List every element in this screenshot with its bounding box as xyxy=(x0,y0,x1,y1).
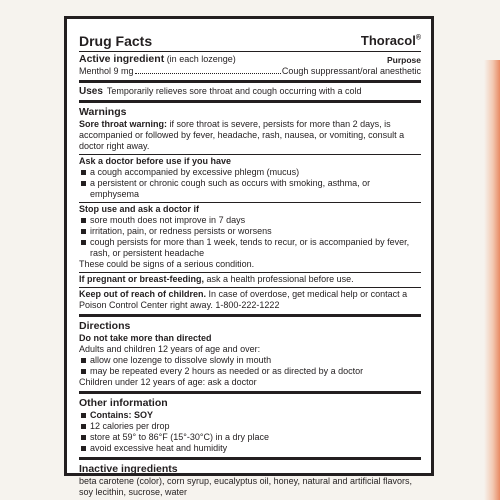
children-text: In case of overdose, get medical help or contact a Poison Control Center right away. 1-800-222-1222 xyxy=(79,289,408,310)
purpose-label: Purpose xyxy=(386,54,421,65)
uses-heading: Uses xyxy=(79,86,103,97)
section-divider xyxy=(79,100,421,103)
sore-throat-warning xyxy=(79,119,421,152)
divider xyxy=(79,51,421,52)
list-item: sore mouth does not improve in 7 days xyxy=(79,215,421,226)
pregnancy-text: ask a health professional before use. xyxy=(204,274,354,284)
children-warning xyxy=(79,289,421,311)
divider xyxy=(79,202,421,203)
active-ingredient-name: Menthol 9 mg xyxy=(79,66,134,76)
warnings-heading: Warnings xyxy=(79,106,127,118)
active-ingredient-purpose: Cough suppressant/oral anesthetic xyxy=(281,66,421,76)
drug-facts-title: Drug Facts xyxy=(79,33,153,49)
active-ingredient-heading xyxy=(79,53,236,66)
directions-heading: Directions xyxy=(79,320,131,332)
other-info-list xyxy=(79,410,421,454)
sore-throat-text: if sore throat is severe, persists for more than 2 days, is accompanied or followed by fever, headache, rash, nausea, or vomiting, consult a doctor right away. xyxy=(79,119,405,151)
divider xyxy=(79,287,421,288)
inactive-ingredients-text: beta carotene (color), corn syrup, eucalyptus oil, honey, natural and artificial flavors, soy lecithin, sucrose, water xyxy=(79,476,412,497)
list-item: may be repeated every 2 hours as needed or as directed by a doctor xyxy=(79,366,421,377)
list-item: cough persists for more than 1 week, tends to recur, or is accompanied by fever, rash, or persistent headache xyxy=(79,237,421,259)
package-edge xyxy=(484,60,500,500)
drug-facts-panel xyxy=(64,16,434,497)
section-divider xyxy=(79,314,421,317)
ask-doctor-heading: Ask a doctor before use if you have xyxy=(79,156,232,166)
divider xyxy=(79,154,421,155)
ask-doctor-list xyxy=(79,167,421,200)
list-item: avoid excessive heat and humidity xyxy=(79,443,421,454)
list-item: store at 59° to 86°F (15°-30°C) in a dry place xyxy=(79,432,421,443)
inactive-ingredients-heading: Inactive ingredients xyxy=(79,463,178,475)
list-item: 12 calories per drop xyxy=(79,421,421,432)
brand-name-text: Thoracol xyxy=(360,33,416,48)
section-divider xyxy=(79,391,421,394)
children-label: Keep out of reach of children. xyxy=(79,289,207,299)
stop-use-heading: Stop use and ask a doctor if xyxy=(79,204,200,214)
active-ingredient-qualifier: (in each lozenge) xyxy=(164,54,236,64)
divider xyxy=(79,272,421,273)
dot-leader xyxy=(135,66,281,74)
active-ingredient-label: Active ingredient xyxy=(79,53,165,65)
sore-throat-label: Sore throat warning: xyxy=(79,119,168,129)
directions-children: Children under 12 years of age: ask a doctor xyxy=(79,377,257,387)
pregnancy-warning xyxy=(79,274,421,285)
directions-subhead: Do not take more than directed xyxy=(79,333,212,343)
other-info-heading: Other information xyxy=(79,397,168,409)
uses-section xyxy=(79,86,421,97)
directions-adults: Adults and children 12 years of age and over: xyxy=(79,344,261,354)
pregnancy-label: If pregnant or breast-feeding, xyxy=(79,274,205,284)
contains-soy: Contains: SOY xyxy=(79,410,421,421)
list-item: irritation, pain, or redness persists or worsens xyxy=(79,226,421,237)
registered-mark: ® xyxy=(415,34,421,42)
list-item: a persistent or chronic cough such as occurs with smoking, asthma, or emphysema xyxy=(79,178,421,200)
section-divider xyxy=(79,80,421,83)
list-item: a cough accompanied by excessive phlegm (mucus) xyxy=(79,167,421,178)
uses-text: Temporarily relieves sore throat and cough occurring with a cold xyxy=(106,86,362,96)
directions-list xyxy=(79,355,421,377)
stop-use-list xyxy=(79,215,421,259)
section-divider xyxy=(79,457,421,460)
list-item: allow one lozenge to dissolve slowly in mouth xyxy=(79,355,421,366)
active-ingredient-header xyxy=(79,53,421,66)
active-ingredient-row xyxy=(79,66,421,77)
brand-name xyxy=(361,33,421,48)
stop-use-note: These could be signs of a serious condition. xyxy=(79,259,255,269)
drug-facts-header xyxy=(79,33,421,49)
